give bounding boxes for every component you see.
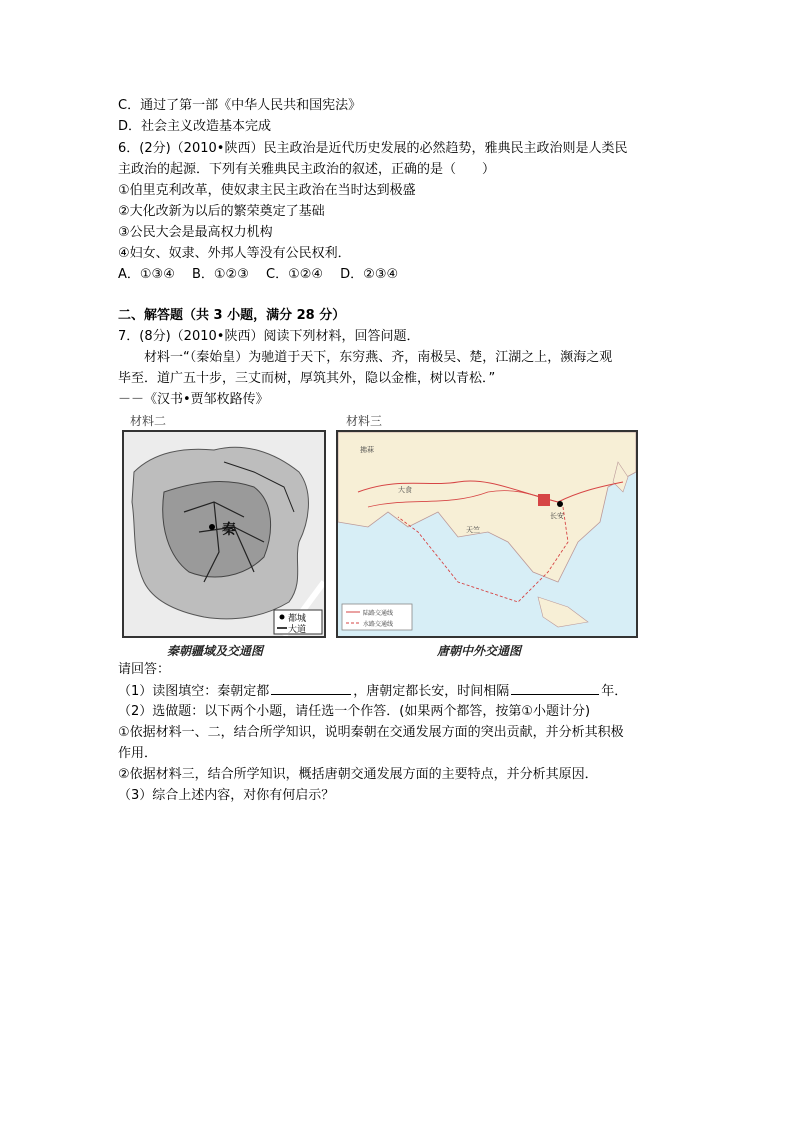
- tang-place-2: 天竺: [466, 526, 480, 534]
- qin-map-graphic: [124, 432, 324, 636]
- q7-part2-option1-line2: 作用．: [118, 746, 158, 761]
- q7-part1: [118, 681, 627, 702]
- q6-statement-3: ③公民大会是最高权力机构: [118, 225, 273, 240]
- qin-legend-road: 大道: [288, 625, 307, 635]
- tang-map-graphic: [338, 432, 636, 636]
- tang-capital-label: 长安: [550, 512, 564, 520]
- q7-prompt: 请回答：: [118, 662, 171, 677]
- tang-map: [336, 430, 638, 638]
- answer-blank-qin-capital[interactable]: [271, 681, 351, 695]
- q7-part2-option2: ②依据材料三，结合所学知识，概括唐朝交通发展方面的主要特点，并分析其原因．: [118, 767, 598, 782]
- q7-material1-line2: 毕至．道广五十步，三丈而树，厚筑其外，隐以金椎，树以青松．”: [118, 371, 496, 386]
- q7-stem: 7．(8分)（2010•陕西）阅读下列材料，回答问题．: [118, 329, 420, 344]
- q7-material1-source: －－《汉书•贾邹枚路传》: [118, 392, 269, 407]
- tang-place-1: 大食: [398, 486, 412, 494]
- q7-part1-c: 年．: [601, 684, 628, 699]
- answer-blank-years[interactable]: [511, 681, 599, 695]
- q7-part3: （3）综合上述内容，对你有何启示？: [118, 788, 335, 803]
- map2-caption: 秦朝疆域及交通图: [167, 644, 264, 658]
- q6-statement-4: ④妇女、奴隶、外邦人等没有公民权利．: [118, 246, 351, 261]
- q5-option-d: D．社会主义改造基本完成: [118, 119, 272, 134]
- tang-legend-land: 陆路交通线: [363, 610, 394, 617]
- tang-place-3: 拂菻: [360, 446, 374, 454]
- q7-part2: （2）选做题：以下两个小题，请任选一个作答．(如果两个都答，按第①小题计分): [118, 704, 591, 719]
- q5-option-c: C．通过了第一部《中华人民共和国宪法》: [118, 98, 362, 113]
- map3-caption: 唐朝中外交通图: [437, 644, 522, 658]
- q6-stem-line2: 主政治的起源．下列有关雅典民主政治的叙述，正确的是（ ）: [118, 162, 496, 177]
- map2-label: 材料二: [130, 414, 167, 428]
- qin-label: 秦: [222, 522, 236, 538]
- qin-map: [122, 430, 326, 638]
- q7-part2-option1-line1: ①依据材料一、二，结合所学知识，说明秦朝在交通发展方面的突出贡献，并分析其积极: [118, 725, 624, 740]
- q7-part1-b: ，唐朝定都长安，时间相隔: [353, 684, 510, 699]
- section-2-title: 二、解答题（共 3 小题，满分 28 分）: [118, 308, 346, 323]
- q7-material1-line1: 材料一“（秦始皇）为驰道于天下，东穷燕、齐，南极吴、楚，江湖之上，濒海之观: [144, 350, 613, 365]
- q7-part1-a: （1）读图填空：秦朝定都: [118, 684, 270, 699]
- map3-label: 材料三: [346, 414, 383, 428]
- q6-statement-2: ②大化改新为以后的繁荣奠定了基础: [118, 204, 325, 219]
- q6-statement-1: ①伯里克利改革，使奴隶主民主政治在当时达到极盛: [118, 183, 416, 198]
- qin-legend-capital: 都城: [288, 614, 307, 624]
- q6-stem-line1: 6．(2分)（2010•陕西）民主政治是近代历史发展的必然趋势，雅典民主政治则是人类民: [118, 141, 628, 156]
- tang-legend-sea: 水路交通线: [363, 621, 394, 628]
- q6-choices: A．①③④ B．①②③ C．①②④ D．②③④: [118, 267, 399, 282]
